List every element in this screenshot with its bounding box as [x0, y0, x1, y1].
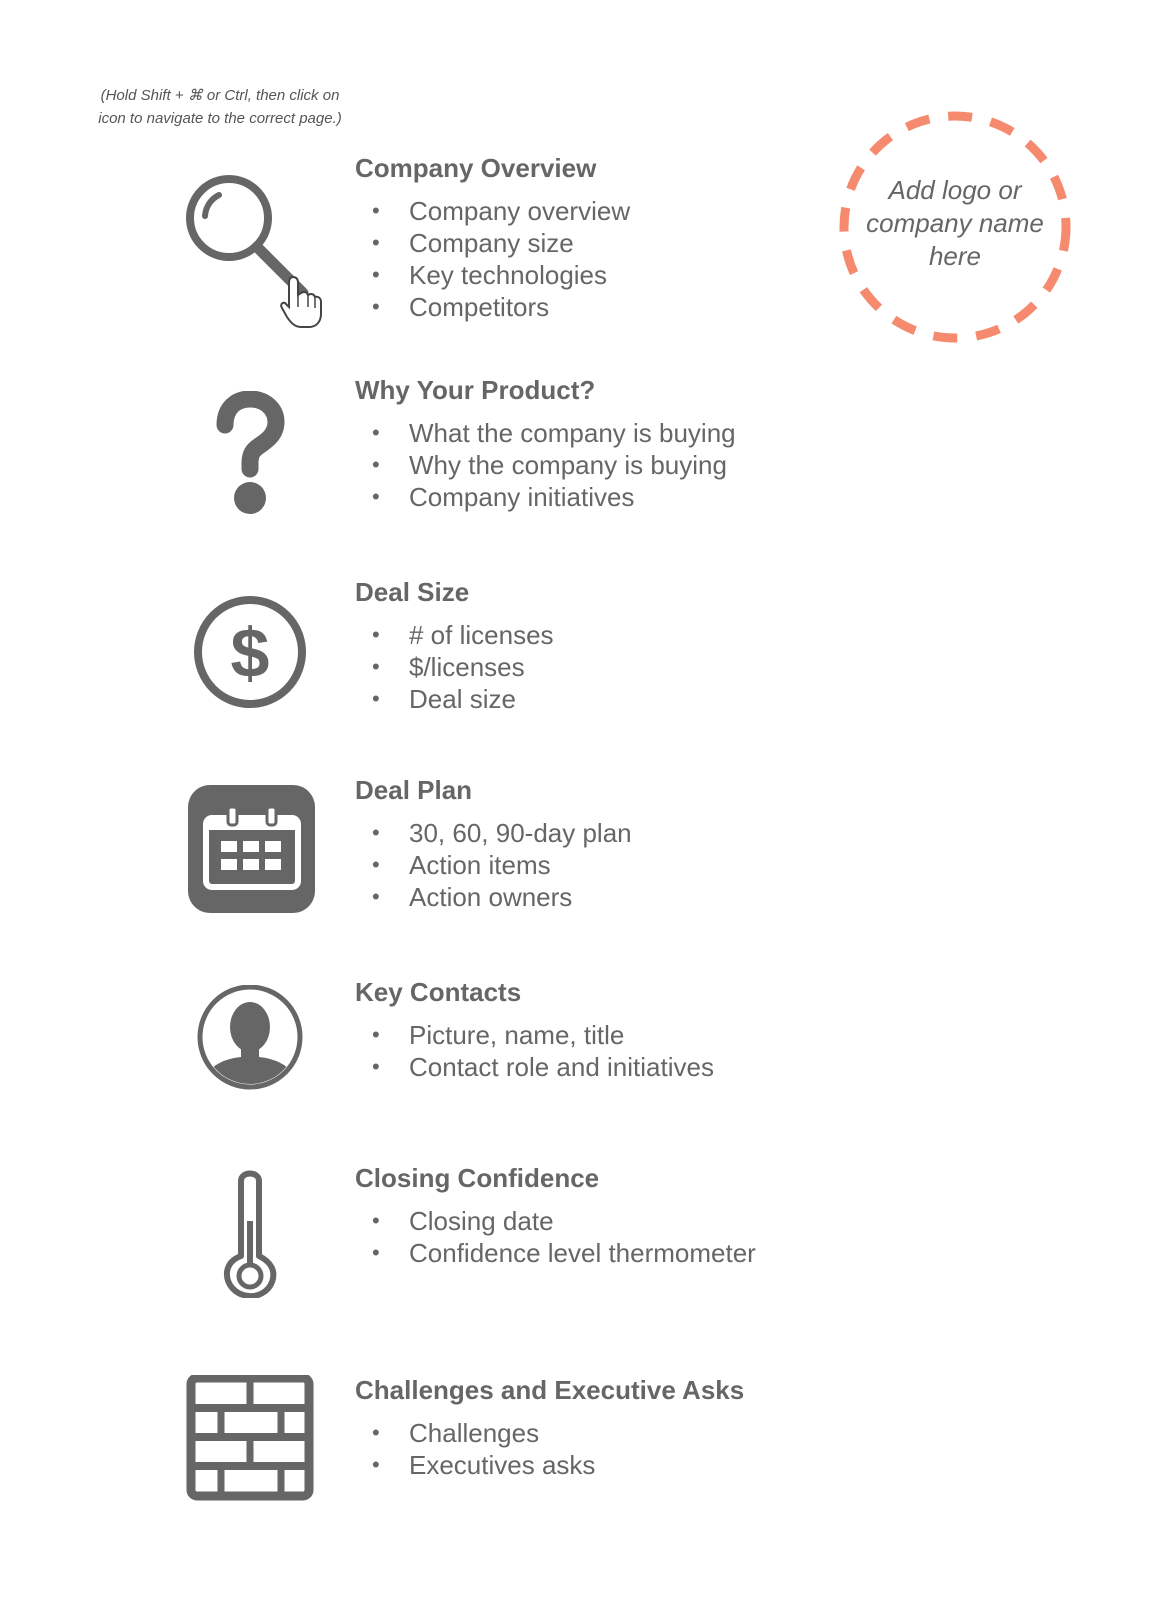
- logo-placeholder[interactable]: [838, 110, 1072, 344]
- section-title: Why Your Product?: [355, 375, 596, 405]
- hint-line-1: (Hold Shift + ⌘ or Ctrl, then click on: [100, 87, 340, 104]
- list-item: • Company initiatives: [372, 481, 736, 513]
- logo-text-line-1: Add logo or: [888, 175, 1022, 205]
- bullet-list: [372, 1205, 756, 1269]
- thermometer-icon[interactable]: [185, 1163, 315, 1293]
- bullet-list: [372, 1417, 595, 1481]
- hint-line-2: icon to navigate to the correct page.): [98, 110, 342, 127]
- brick-wall-icon[interactable]: [185, 1375, 315, 1505]
- bullet-list: [372, 619, 554, 715]
- section-title: Challenges and Executive Asks: [355, 1375, 745, 1405]
- bullet-list: [372, 195, 630, 323]
- section-title: Closing Confidence: [355, 1163, 600, 1193]
- list-item: • # of licenses: [372, 619, 554, 651]
- section-title: Deal Plan: [355, 775, 473, 805]
- list-item: • Company size: [372, 227, 630, 259]
- logo-text-line-2: company name: [866, 208, 1044, 238]
- bullet-list: [372, 1019, 714, 1083]
- list-item: • Competitors: [372, 291, 630, 323]
- list-item: • Company overview: [372, 195, 630, 227]
- list-item: • Picture, name, title: [372, 1019, 714, 1051]
- list-item: • Executives asks: [372, 1449, 595, 1481]
- question-mark-icon[interactable]: [185, 391, 315, 521]
- list-item: • Contact role and initiatives: [372, 1051, 714, 1083]
- magnifier-pointer-icon[interactable]: [185, 173, 315, 303]
- list-item: • Challenges: [372, 1417, 595, 1449]
- list-item: • What the company is buying: [372, 417, 736, 449]
- bullet-list: [372, 417, 736, 513]
- logo-placeholder-text: [838, 174, 1072, 273]
- section-title: Company Overview: [355, 153, 597, 183]
- list-item: • $/licenses: [372, 651, 554, 683]
- bullet-list: [372, 817, 632, 913]
- list-item: • Closing date: [372, 1205, 756, 1237]
- list-item: • Key technologies: [372, 259, 630, 291]
- list-item: • Action owners: [372, 881, 632, 913]
- dollar-coin-icon[interactable]: [185, 595, 315, 725]
- list-item: • Action items: [372, 849, 632, 881]
- section-title: Key Contacts: [355, 977, 522, 1007]
- list-item: • Deal size: [372, 683, 554, 715]
- logo-text-line-3: here: [928, 241, 982, 271]
- list-item: • Confidence level thermometer: [372, 1237, 756, 1269]
- svg-text:$: $: [230, 614, 270, 692]
- calendar-icon[interactable]: [185, 785, 315, 915]
- person-avatar-icon[interactable]: [185, 985, 315, 1115]
- list-item: • Why the company is buying: [372, 449, 736, 481]
- navigation-hint: [85, 84, 355, 130]
- list-item: • 30, 60, 90-day plan: [372, 817, 632, 849]
- section-title: Deal Size: [355, 577, 470, 607]
